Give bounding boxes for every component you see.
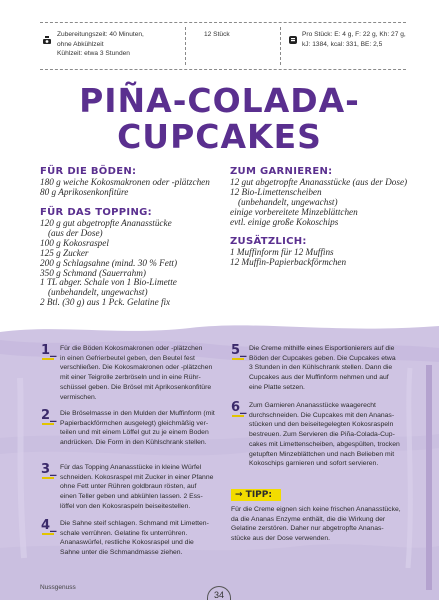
- recipe-info-bar: [40, 22, 406, 70]
- recipe-title-line-2: CUPCAKES: [117, 117, 322, 156]
- step-line: Für die Böden Kokosmakronen oder -plätzchen: [60, 345, 203, 352]
- nutrition-info: [302, 30, 408, 49]
- step-line: vermischen.: [60, 393, 97, 401]
- time-info: [57, 30, 177, 59]
- tipp-text: [231, 505, 401, 544]
- page-number: 34: [207, 586, 231, 600]
- ingredient-item: 350 g Schmand (Sauerrahm): [40, 267, 146, 278]
- divider: [280, 27, 281, 65]
- nutrition-line: kJ: 1384, kcal: 331, BE: 2,5: [302, 40, 383, 48]
- step-line: schüssel geben. Die Brösel mit Aprikosenkonfitüre: [60, 383, 212, 391]
- topping-heading: FÜR DAS TOPPING:: [40, 207, 152, 218]
- divider: [185, 27, 186, 65]
- ingredient-item: (unbehandelt, ungewachst): [238, 196, 338, 207]
- ingredient-item: 2 Btl. (30 g) aus 1 Pck. Gelatine fix: [40, 297, 171, 308]
- step-line: durchschneiden. Die Cupcakes mit den Ananas-: [249, 411, 395, 419]
- ingredient-item: 80 g Aprikosenkonfitüre: [40, 186, 129, 197]
- yield-text: 12 Stück: [204, 31, 230, 38]
- garnieren-heading: ZUM GARNIEREN:: [230, 166, 333, 177]
- step-line: cakes mit Limettenscheiben, abgespülten, trocken: [249, 440, 400, 448]
- step-line: Zum Garnieren Ananasstücke waagerecht: [249, 402, 376, 409]
- ingredient-item: 1 Muffinform für 12 Muffins: [230, 247, 334, 257]
- step-line: Kokoschips garnieren und sofort servieren.: [249, 460, 379, 468]
- step-line: Für das Topping Ananasstücke in kleine Würfel: [60, 464, 202, 471]
- step-number: 2_: [41, 408, 57, 423]
- step-line: Sahne unter die Schmandmasse ziehen.: [60, 549, 183, 557]
- chapter-label: Nussgenuss: [40, 584, 76, 591]
- step-line: mit einer Teigrolle zerbröseln und in eine Rühr-: [60, 374, 201, 382]
- step-line: bestreuen. Zum Servieren die Piña-Colada-Cup-: [249, 431, 395, 439]
- step-line: Die Sahne steif schlagen. Schmand mit Limetten-: [60, 520, 209, 527]
- step-number: 6_: [231, 400, 247, 415]
- step-line: eine Platte setzen.: [249, 383, 305, 391]
- nutrition-icon: [288, 35, 298, 45]
- step-line: Die Creme mithilfe eines Eisportionierers auf die: [249, 345, 395, 352]
- step-line: einen Teller geben und abkühlen lassen. 2 Ess-: [60, 493, 203, 501]
- ingredient-item: 12 Muffin-Papierbackförmchen: [230, 256, 347, 267]
- ingredient-item: 125 g Zucker: [40, 247, 89, 258]
- tipp-line: Für die Creme eignen sich keine frischen Ananasstücke,: [231, 506, 401, 513]
- step-number: 1_: [41, 343, 57, 358]
- step-number: 3_: [41, 462, 57, 477]
- step-line: Die Bröselmasse in den Mulden der Muffinform (mit: [60, 410, 215, 417]
- ingredient-item: 120 g gut abgetropfte Ananasstücke: [40, 218, 172, 228]
- ingredient-item: 100 g Kokosraspel: [40, 237, 109, 248]
- step-2-text: [60, 409, 215, 448]
- ingredient-item: 12 Bio-Limettenscheiben: [230, 186, 322, 197]
- step-number: 4_: [41, 518, 57, 533]
- step-5-text: [249, 344, 396, 393]
- recipe-title-line-1: PIÑA-COLADA-: [79, 81, 360, 120]
- ingredient-item: 1 TL abger. Schale von 1 Bio-Limette: [40, 277, 177, 288]
- garnieren-ingredient-list: [230, 178, 407, 228]
- pot-icon: [42, 35, 52, 45]
- step-line: Cupcakes aus der Muffinform nehmen und auf: [249, 374, 389, 382]
- time-line: Zubereitungszeit: 40 Minuten,: [57, 31, 144, 38]
- ingredient-item: (unbehandelt, ungewachst): [48, 287, 148, 298]
- step-3-text: [60, 463, 213, 512]
- zusaetzlich-ingredient-list: [230, 248, 346, 268]
- zusaetzlich-heading: ZUSÄTZLICH:: [230, 236, 307, 247]
- time-line: ohne Abkühlzeit: [57, 40, 104, 48]
- topping-ingredient-list: [40, 219, 177, 308]
- step-line: schneiden. Kokosraspel mit Zucker in einer Pfanne: [60, 473, 214, 481]
- tipp-line: stücke aus der Dose verwenden.: [231, 535, 330, 543]
- step-line: getupften Minzeblättchen und nach Belieben mit: [249, 450, 395, 458]
- step-line: ohne Fett unter Rühren goldbraun rösten, auf: [60, 483, 197, 491]
- boeden-heading: FÜR DIE BÖDEN:: [40, 166, 137, 177]
- yield-info: [204, 30, 264, 40]
- step-line: Ananaswürfel, restliche Kokosraspel und die: [60, 539, 194, 547]
- ingredient-item: 180 g weiche Kokosmakronen oder -plätzchen: [40, 177, 210, 187]
- step-6-text: [249, 401, 400, 469]
- step-line: in einen Gefrierbeutel geben, den Beutel fest: [60, 354, 195, 362]
- time-line: Kühlzeit: etwa 3 Stunden: [57, 50, 130, 57]
- step-number: 5_: [231, 343, 247, 358]
- step-line: 3 Stunden in den Kühlschrank stellen. Dann die: [249, 364, 393, 372]
- tipp-line: da die Ananas Enzyme enthält, die die Wirkung der: [231, 515, 386, 523]
- ingredient-item: evtl. einige große Kokoschips: [230, 216, 339, 227]
- ingredient-item: 200 g Schlagsahne (mind. 30 % Fett): [40, 257, 178, 268]
- step-4-text: [60, 519, 209, 558]
- ingredient-item: (aus der Dose): [48, 227, 103, 238]
- nutrition-line: Pro Stück: E: 4 g, F: 22 g, Kh: 27 g,: [302, 31, 406, 38]
- ingredient-item: 12 gut abgetropfte Ananasstücke (aus der Dose): [230, 177, 408, 187]
- page-edge-marker: [426, 365, 432, 590]
- ingredient-item: einige vorbereitete Minzeblättchen: [230, 206, 358, 217]
- step-line: Böden der Cupcakes geben. Die Cupcakes etwa: [249, 354, 396, 362]
- boeden-ingredient-list: [40, 178, 210, 198]
- step-line: verschließen. Die Kokosmakronen oder -plätzchen: [60, 364, 213, 372]
- step-line: stücken und den beiseitegelegten Kokosraspeln: [249, 421, 394, 429]
- step-line: teilen und mit einem Löffel gut zu je einem Boden: [60, 429, 209, 437]
- step-line: schale verrühren. Gelatine fix unterrühren.: [60, 529, 188, 537]
- step-1-text: [60, 344, 212, 402]
- step-line: Papierbackförmchen ausgelegt) gleichmäßig ver-: [60, 419, 209, 427]
- step-line: löffel von den Kokosraspeln beiseitestellen.: [60, 502, 191, 510]
- step-line: andrücken. Die Form in den Kühlschrank stellen.: [60, 439, 207, 447]
- tipp-badge: → TIPP:: [231, 489, 281, 501]
- tipp-line: Gelatine zerstören. Daher nur abgetropfte Ananas-: [231, 525, 384, 533]
